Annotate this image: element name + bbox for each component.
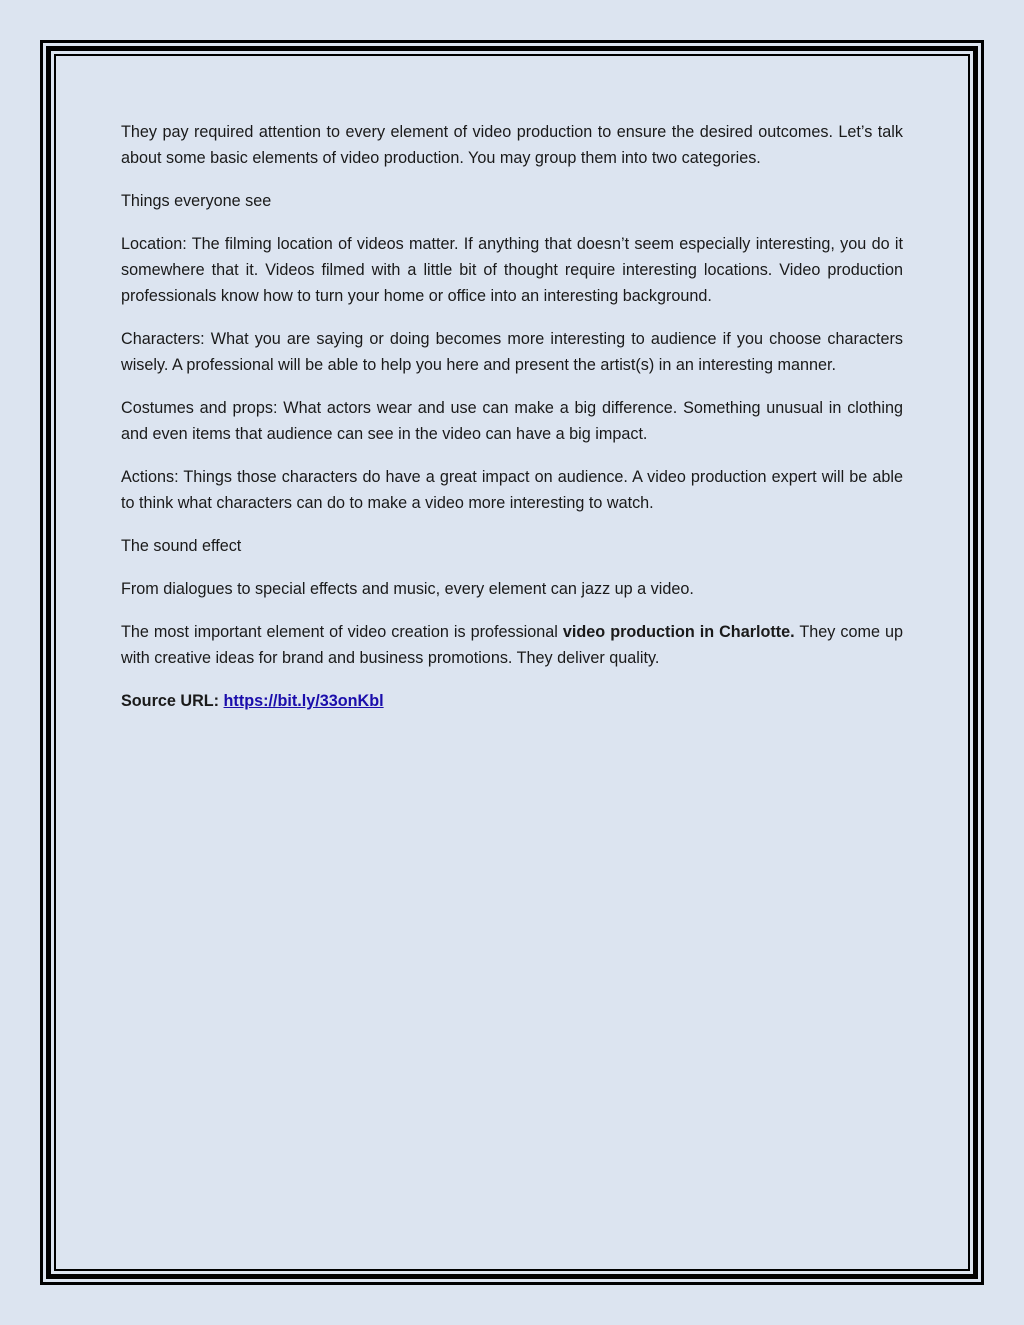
closing-paragraph — [121, 619, 903, 671]
characters-paragraph: Characters: What you are saying or doing becomes more interesting to audience if you choose characters wisely. A professional will be able to help you here and present the artist(s) in an interesting manner. — [121, 330, 903, 374]
sound-paragraph: From dialogues to special effects and music, every element can jazz up a video. — [121, 580, 694, 598]
costumes-paragraph: Costumes and props: What actors wear and use can make a big difference. Something unusual in clothing and even items that audience can see in the video can have a big impact. — [121, 399, 903, 443]
section-heading-things-everyone-see: Things everyone see — [121, 192, 272, 210]
closing-text-after: They come up with creative ideas for brand and business promotions. They deliver quality. — [121, 623, 903, 667]
source-link[interactable]: https://bit.ly/33onKbl — [223, 692, 384, 710]
closing-text-before: The most important element of video creation is professional — [121, 623, 563, 641]
intro-paragraph: They pay required attention to every element of video production to ensure the desired outcomes. Let’s talk about some basic elements of video production. You may group them into two categories. — [121, 123, 903, 167]
source-line — [121, 688, 903, 714]
closing-text-bold: video production in Charlotte. — [562, 623, 795, 641]
location-paragraph: Location: The filming location of videos matter. If anything that doesn’t seem especially interesting, you do it somewhere that it. Videos filmed with a little bit of thought require interesting locations. Video production professionals know how to turn your home or office into an interesting background. — [121, 235, 903, 305]
section-heading-sound-effect: The sound effect — [121, 537, 242, 555]
actions-paragraph: Actions: Things those characters do have a great impact on audience. A video production expert will be able to think what characters can do to make a video more interesting to watch. — [121, 468, 903, 512]
source-label: Source URL: — [121, 692, 224, 710]
document-body — [121, 119, 903, 731]
